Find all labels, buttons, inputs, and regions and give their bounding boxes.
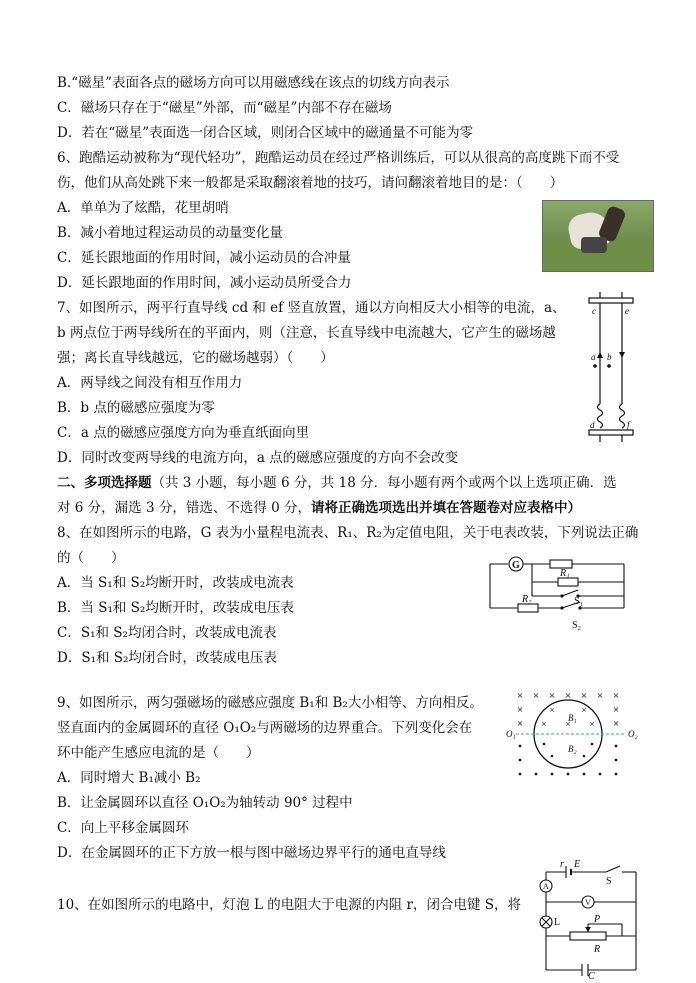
question-9-line2: 竖直面内的金属圆环的直径 O₁O₂与两磁场的边界重合。下列变化会在 bbox=[57, 720, 473, 736]
label-b: b bbox=[607, 352, 612, 362]
question-10-line1: 10、在如图所示的电路中，灯泡 L 的电阻大于电源的内阻 r，闭合电键 S，将 bbox=[57, 897, 522, 913]
svg-text:×: × bbox=[516, 691, 524, 700]
label-r-internal: r bbox=[560, 859, 564, 870]
label-e: e bbox=[625, 306, 629, 316]
question-7-line2: b 两点位于两导线所在的平面内，则（注意，长直导线中电流越大，它产生的磁场越 bbox=[57, 325, 556, 341]
label-r2: R₂ bbox=[522, 594, 532, 605]
option-6c: C．延长跟地面的作用时间，减小运动员的合冲量 bbox=[57, 250, 351, 266]
figure-8-circuit bbox=[488, 552, 640, 632]
svg-text:×: × bbox=[589, 720, 595, 728]
figure-7-parallel-wires bbox=[586, 292, 636, 444]
label-o1: O₁ bbox=[506, 729, 516, 739]
label-a: a bbox=[591, 352, 596, 362]
option-7d: D．同时改变两导线的电流方向，a 点的磁感应强度的方向不会改变 bbox=[57, 450, 459, 466]
question-9-line1: 9、如图所示，两匀强磁场的磁感应强度 B₁和 B₂大小相等、方向相反。 bbox=[57, 695, 483, 711]
option-9a: A．同时增大 B₁减小 B₂ bbox=[57, 770, 201, 786]
svg-text:×: × bbox=[548, 691, 556, 700]
question-6-line1: 6、跑酷运动被称为“现代轻功”，跑酷运动员在经过严格训练后，可以从很高的高度跳下而不受 bbox=[57, 150, 620, 166]
option-5d: D．若在“磁星”表面选一闭合区域，则闭合区域中的磁通量不可能为零 bbox=[57, 125, 474, 141]
option-8c: C．S₁和 S₂均闭合时，改装成电流表 bbox=[57, 625, 277, 641]
option-9c: C．向上平移金属圆环 bbox=[57, 820, 189, 836]
option-7a: A．两导线之间没有相互作用力 bbox=[57, 375, 243, 391]
option-9b: B．让金属圆环以直径 O₁O₂为轴转动 90° 过程中 bbox=[57, 795, 353, 811]
svg-text:×: × bbox=[532, 691, 540, 700]
svg-text:×: × bbox=[549, 706, 555, 714]
label-c: c bbox=[592, 306, 596, 316]
option-8d: D．S₁和 S₂均闭合时，改装成电压表 bbox=[57, 650, 277, 666]
label-e-source: E bbox=[574, 859, 581, 870]
svg-text:×: × bbox=[564, 691, 572, 700]
label-g: G bbox=[512, 560, 520, 571]
parkour-photo bbox=[542, 200, 654, 272]
label-p: P bbox=[594, 914, 601, 925]
svg-text:×: × bbox=[612, 705, 620, 714]
section-2-line2 bbox=[57, 499, 581, 517]
svg-text:×: × bbox=[516, 719, 524, 728]
question-7-line3: 强；离长直导线越远，它的磁场越弱）（ ） bbox=[57, 350, 334, 366]
svg-text:×: × bbox=[612, 719, 620, 728]
label-lamp: L bbox=[554, 917, 561, 928]
option-6b: B．减小着地过程运动员的动量变化量 bbox=[57, 225, 283, 241]
option-5c: C．磁场只存在于“磁星”外部，而“磁星”内部不存在磁场 bbox=[57, 100, 392, 116]
option-6a: A．单单为了炫酷，花里胡哨 bbox=[57, 200, 229, 216]
label-capacitor: C bbox=[588, 971, 595, 980]
option-9d: D．在金属圆环的正下方放一根与图中磁场边界平行的通电直导线 bbox=[57, 845, 446, 861]
svg-text:×: × bbox=[581, 706, 587, 714]
svg-text:×: × bbox=[541, 720, 547, 728]
label-rheostat: R bbox=[594, 944, 601, 955]
label-b1: B₁ bbox=[568, 713, 577, 723]
section-2-desc2a: 对 6 分，漏选 3 分，错选、不选得 0 分， bbox=[57, 500, 312, 516]
label-s2: S₂ bbox=[572, 620, 582, 631]
question-8-line1: 8、在如图所示的电路，G 表为小量程电流表、R₁、R₂为定值电阻，关于电表改装，下列说法正确 bbox=[57, 525, 639, 541]
option-8a: A．当 S₁和 S₂均断开时，改装成电流表 bbox=[57, 575, 294, 591]
option-6d: D．延长跟地面的作用时间，减小运动员所受合力 bbox=[57, 275, 352, 291]
question-6-line2: 伤，他们从高处跳下来一般都是采取翻滚着地的技巧，请问翻滚着地目的是：（ ） bbox=[57, 175, 564, 191]
label-s1: S₁ bbox=[574, 596, 584, 607]
label-voltmeter: V bbox=[585, 898, 591, 907]
label-ammeter: A bbox=[543, 882, 549, 891]
svg-text:×: × bbox=[516, 705, 524, 714]
figure-10-circuit bbox=[536, 858, 646, 980]
section-2-line1 bbox=[57, 474, 617, 492]
section-2-desc1: （共 3 小题，每小题 6 分，共 18 分．每小题有两个或两个以上选项正确．选 bbox=[151, 475, 617, 491]
svg-text:×: × bbox=[596, 691, 604, 700]
svg-text:×: × bbox=[612, 691, 620, 700]
option-8b: B．当 S₁和 S₂均断开时，改装成电压表 bbox=[57, 600, 294, 616]
question-7-line1: 7、如图所示，两平行直导线 cd 和 ef 竖直放置，通以方向相反大小相等的电流，a、 bbox=[57, 300, 566, 316]
label-o2: O₂ bbox=[628, 729, 638, 739]
question-9-line3: 环中能产生感应电流的是（ ） bbox=[57, 745, 260, 761]
label-s-switch: S bbox=[606, 876, 612, 887]
label-d: d bbox=[590, 420, 595, 430]
label-f: f bbox=[627, 420, 630, 430]
option-7c: C．a 点的磁感应强度方向为垂直纸面向里 bbox=[57, 425, 310, 441]
option-5b: B.“磁星”表面各点的磁场方向可以用磁感线在该点的切线方向表示 bbox=[57, 75, 450, 91]
svg-text:×: × bbox=[565, 720, 571, 728]
figure-9-magnetic-ring bbox=[506, 686, 646, 778]
section-2-title: 二、多项选择题 bbox=[57, 475, 152, 491]
question-8-line2: 的（ ） bbox=[57, 550, 125, 566]
svg-text:×: × bbox=[580, 691, 588, 700]
option-7b: B．b 点的磁感应强度为零 bbox=[57, 400, 215, 416]
label-r1: R₁ bbox=[560, 568, 570, 579]
section-2-desc2b: 请将正确选项选出并填在答题卷对应表格中） bbox=[311, 500, 582, 516]
label-b2: B₂ bbox=[568, 744, 577, 754]
